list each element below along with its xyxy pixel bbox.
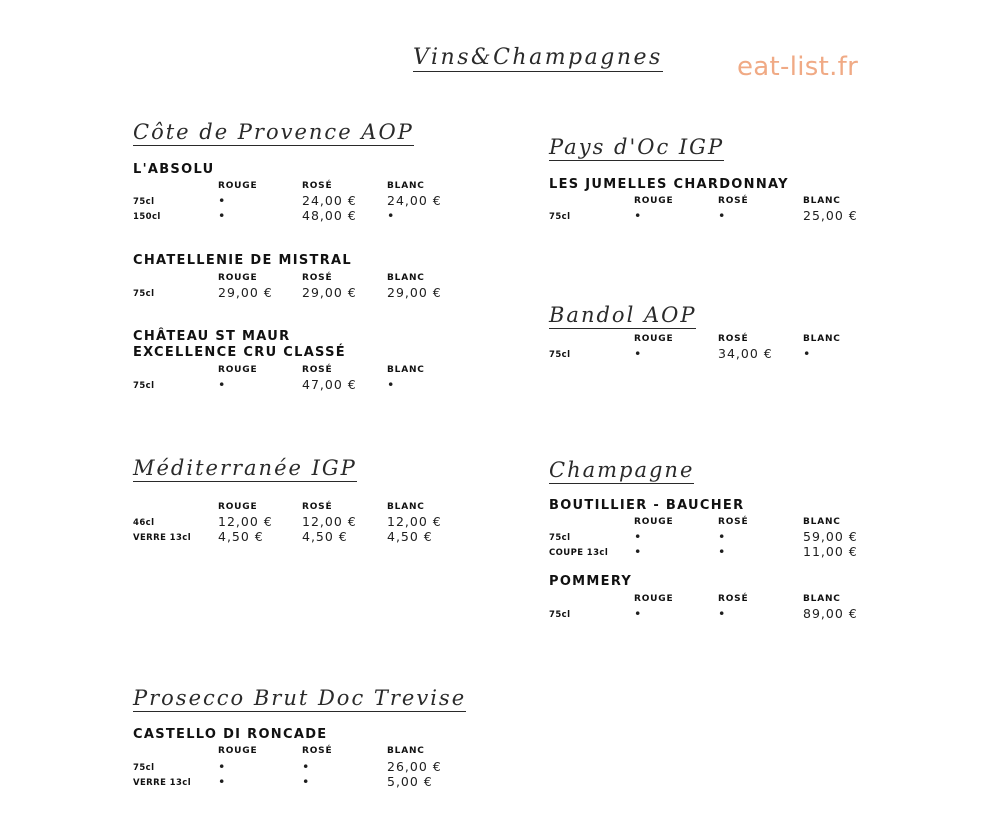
col-head-rose: ROSÉ (302, 273, 333, 283)
price-blanc: 5,00 € (387, 774, 433, 789)
size-label: 46cl (133, 518, 155, 528)
price-blanc: 59,00 € (803, 529, 858, 544)
brand-watermark: eat-list.fr (737, 52, 859, 82)
col-head-rose: ROSÉ (302, 365, 333, 375)
price-rose: 47,00 € (302, 377, 357, 392)
size-label: COUPE 13cl (549, 548, 609, 558)
col-head-rouge: ROUGE (218, 746, 258, 756)
price-blanc: 89,00 € (803, 606, 858, 621)
col-head-rouge: ROUGE (634, 517, 674, 527)
section-title-mediterranee: Méditerranée IGP (133, 456, 357, 482)
price-blanc: 11,00 € (803, 544, 858, 559)
price-rouge: • (218, 377, 227, 392)
section-title-prosecco: Prosecco Brut Doc Trevise (133, 686, 466, 712)
wine-name-jumelles: LES JUMELLES CHARDONNAY (549, 177, 789, 192)
price-blanc: 25,00 € (803, 208, 858, 223)
price-rouge: • (634, 208, 643, 223)
section-title-champagne: Champagne (549, 458, 694, 484)
price-rouge: • (634, 529, 643, 544)
col-head-rouge: ROUGE (634, 196, 674, 206)
price-blanc: • (803, 346, 812, 361)
wine-name-castello: CASTELLO DI RONCADE (133, 727, 328, 742)
size-label: 75cl (133, 197, 155, 207)
col-head-rouge: ROUGE (218, 273, 258, 283)
col-head-rouge: ROUGE (218, 365, 258, 375)
wine-name-absolu: L'ABSOLU (133, 162, 215, 177)
price-blanc: 24,00 € (387, 193, 442, 208)
price-blanc: 4,50 € (387, 529, 433, 544)
price-rouge: • (218, 193, 227, 208)
price-rose: 24,00 € (302, 193, 357, 208)
price-rose: • (302, 759, 311, 774)
price-rose: • (718, 208, 727, 223)
col-head-blanc: BLANC (803, 334, 841, 344)
price-rouge: • (634, 606, 643, 621)
col-head-blanc: BLANC (387, 181, 425, 191)
price-rouge: 4,50 € (218, 529, 264, 544)
col-head-rouge: ROUGE (218, 502, 258, 512)
col-head-rouge: ROUGE (634, 334, 674, 344)
size-label: 150cl (133, 212, 161, 222)
size-label: 75cl (549, 533, 571, 543)
price-rose: 48,00 € (302, 208, 357, 223)
wine-name-st-maur-line2: EXCELLENCE CRU CLASSÉ (133, 345, 346, 360)
price-blanc: • (387, 208, 396, 223)
wine-name-mistral: CHATELLENIE DE MISTRAL (133, 253, 352, 268)
price-rouge: 12,00 € (218, 514, 273, 529)
section-title-bandol: Bandol AOP (549, 303, 696, 329)
size-label: VERRE 13cl (133, 533, 192, 543)
col-head-rose: ROSÉ (718, 517, 749, 527)
col-head-rose: ROSÉ (718, 334, 749, 344)
price-rose: • (718, 529, 727, 544)
price-rouge: • (218, 774, 227, 789)
wine-name-boutillier: BOUTILLIER - BAUCHER (549, 498, 745, 513)
col-head-blanc: BLANC (387, 365, 425, 375)
col-head-blanc: BLANC (803, 196, 841, 206)
col-head-rose: ROSÉ (302, 502, 333, 512)
col-head-blanc: BLANC (387, 502, 425, 512)
price-rose: • (718, 606, 727, 621)
size-label: 75cl (549, 350, 571, 360)
col-head-blanc: BLANC (803, 517, 841, 527)
price-blanc: 29,00 € (387, 285, 442, 300)
col-head-rouge: ROUGE (634, 594, 674, 604)
price-rose: 4,50 € (302, 529, 348, 544)
col-head-rouge: ROUGE (218, 181, 258, 191)
size-label: VERRE 13cl (133, 778, 192, 788)
size-label: 75cl (133, 381, 155, 391)
col-head-rose: ROSÉ (718, 196, 749, 206)
col-head-blanc: BLANC (803, 594, 841, 604)
price-blanc: 26,00 € (387, 759, 442, 774)
price-rouge: • (634, 346, 643, 361)
price-blanc: • (387, 377, 396, 392)
wine-name-pommery: POMMERY (549, 574, 633, 589)
price-blanc: 12,00 € (387, 514, 442, 529)
section-title-cote-provence: Côte de Provence AOP (133, 120, 414, 146)
col-head-blanc: BLANC (387, 273, 425, 283)
wine-name-st-maur: CHÂTEAU ST MAUR (133, 329, 291, 344)
col-head-rose: ROSÉ (718, 594, 749, 604)
section-title-pays-oc: Pays d'Oc IGP (549, 135, 724, 161)
price-rose: 12,00 € (302, 514, 357, 529)
price-rose: • (302, 774, 311, 789)
page-title: Vins&Champagnes (413, 45, 663, 72)
price-rouge: • (218, 208, 227, 223)
col-head-rose: ROSÉ (302, 181, 333, 191)
price-rose: • (718, 544, 727, 559)
size-label: 75cl (549, 212, 571, 222)
price-rouge: 29,00 € (218, 285, 273, 300)
size-label: 75cl (133, 763, 155, 773)
col-head-rose: ROSÉ (302, 746, 333, 756)
size-label: 75cl (133, 289, 155, 299)
price-rouge: • (634, 544, 643, 559)
size-label: 75cl (549, 610, 571, 620)
col-head-blanc: BLANC (387, 746, 425, 756)
price-rose: 29,00 € (302, 285, 357, 300)
price-rose: 34,00 € (718, 346, 773, 361)
price-rouge: • (218, 759, 227, 774)
